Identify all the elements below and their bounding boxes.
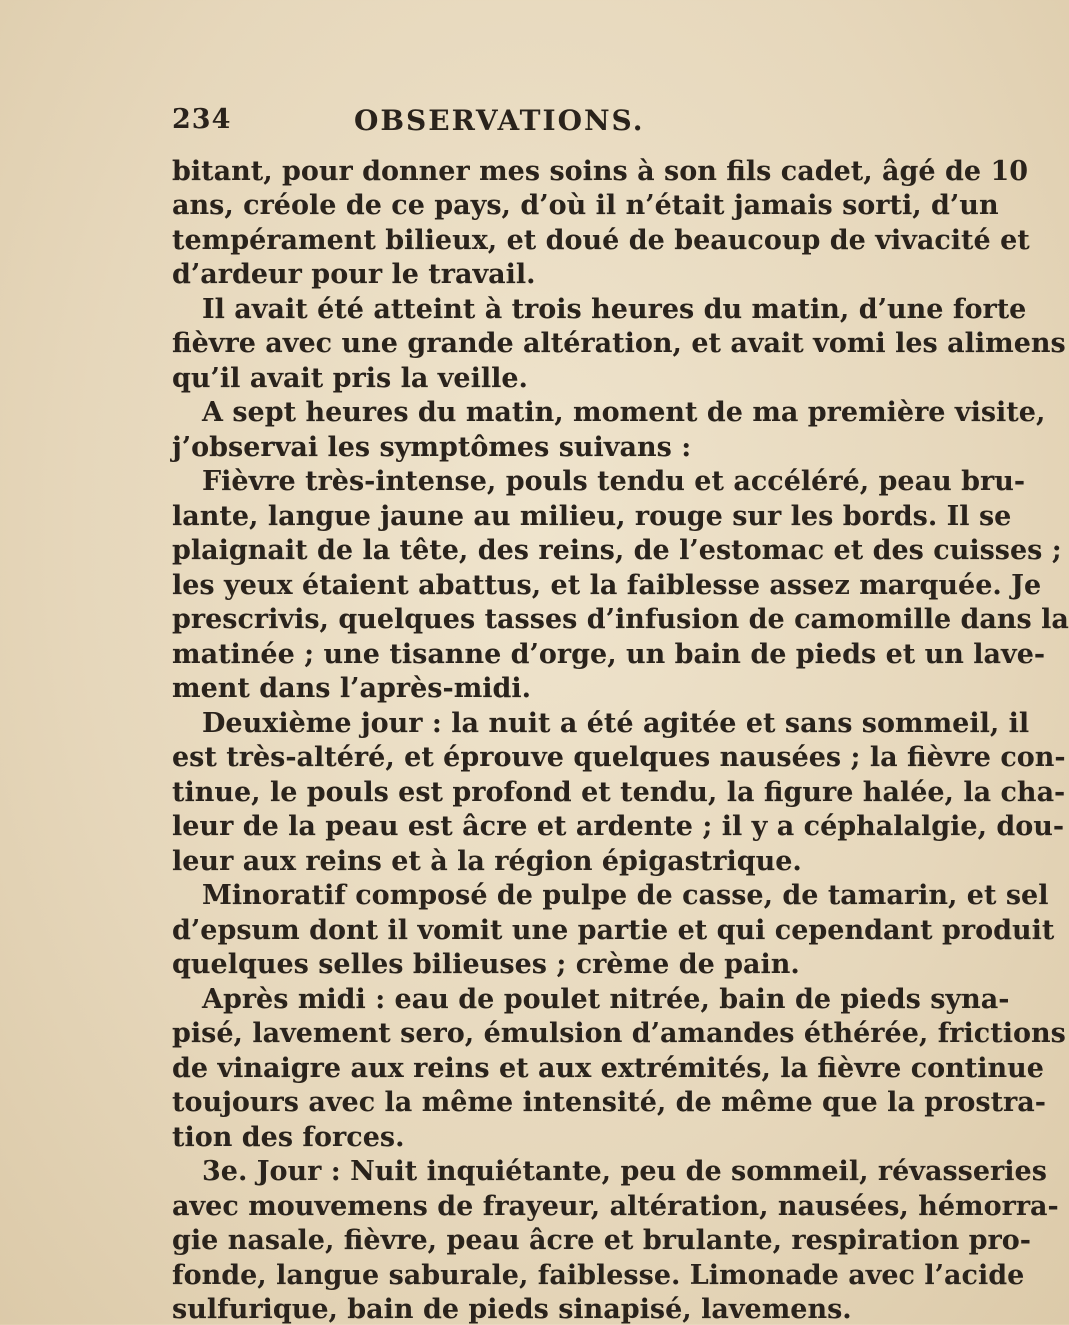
text-line: avec mouvemens de frayeur, altération, nausées, hémorra- <box>172 1191 1059 1222</box>
text-line: j’observai les symptômes suivans : <box>172 432 692 463</box>
text-line: est très-altéré, et éprouve quelques nausées ; la fièvre con- <box>172 742 1066 773</box>
text-line: fonde, langue saburale, faiblesse. Limonade avec l’acide <box>172 1260 1025 1291</box>
text-line: quelques selles bilieuses ; crème de pain. <box>172 949 800 980</box>
text-line: de vinaigre aux reins et aux extrémités, la fièvre continue <box>172 1053 1044 1084</box>
text-line: Deuxième jour : la nuit a été agitée et sans sommeil, il <box>202 708 1030 739</box>
text-line: les yeux étaient abattus, et la faiblesse assez marquée. Je <box>172 570 1042 601</box>
text-line: leur de la peau est âcre et ardente ; il y a céphalalgie, dou- <box>172 811 1065 842</box>
text-line: toujours avec la même intensité, de même que la prostra- <box>172 1087 1046 1118</box>
page-header <box>172 100 772 140</box>
text-line: A sept heures du matin, moment de ma première visite, <box>202 397 1046 428</box>
text-line: matinée ; une tisanne d’orge, un bain de pieds et un lave- <box>172 639 1046 670</box>
text-line: qu’il avait pris la veille. <box>172 363 528 394</box>
text-line: Fièvre très-intense, pouls tendu et accéléré, peau bru- <box>202 466 1026 497</box>
text-line: bitant, pour donner mes soins à son fils cadet, âgé de 10 <box>172 156 1029 187</box>
text-line: Il avait été atteint à trois heures du matin, d’une forte <box>202 294 1027 325</box>
page-number: 234 <box>172 104 232 135</box>
text-line: Minoratif composé de pulpe de casse, de tamarin, et sel <box>202 880 1049 911</box>
body-text <box>172 150 1069 1325</box>
running-title: OBSERVATIONS. <box>354 104 645 137</box>
text-line: plaignait de la tête, des reins, de l’estomac et des cuisses ; <box>172 535 1062 566</box>
text-line: lante, langue jaune au milieu, rouge sur les bords. Il se <box>172 501 1012 532</box>
text-line: pisé, lavement sero, émulsion d’amandes éthérée, frictions <box>172 1018 1066 1049</box>
text-line: leur aux reins et à la région épigastrique. <box>172 846 802 877</box>
text-line: prescrivis, quelques tasses d’infusion de camomille dans la <box>172 604 1069 635</box>
text-line: tempérament bilieux, et doué de beaucoup de vivacité et <box>172 225 1030 256</box>
text-line: gie nasale, fièvre, peau âcre et brulante, respiration pro- <box>172 1225 1031 1256</box>
text-line: 3e. Jour : Nuit inquiétante, peu de sommeil, révasseries <box>202 1156 1047 1187</box>
text-line: tinue, le pouls est profond et tendu, la figure halée, la cha- <box>172 777 1066 808</box>
text-line: sulfurique, bain de pieds sinapisé, lavemens. <box>172 1294 852 1325</box>
text-line: tion des forces. <box>172 1122 405 1153</box>
text-line: fièvre avec une grande altération, et avait vomi les alimens <box>172 328 1066 359</box>
text-line: Après midi : eau de poulet nitrée, bain de pieds syna- <box>202 984 1010 1015</box>
text-line: ment dans l’après-midi. <box>172 673 532 704</box>
text-line: d’ardeur pour le travail. <box>172 259 536 290</box>
text-line: ans, créole de ce pays, d’où il n’était jamais sorti, d’un <box>172 190 999 221</box>
text-line: d’epsum dont il vomit une partie et qui cependant produit <box>172 915 1055 946</box>
